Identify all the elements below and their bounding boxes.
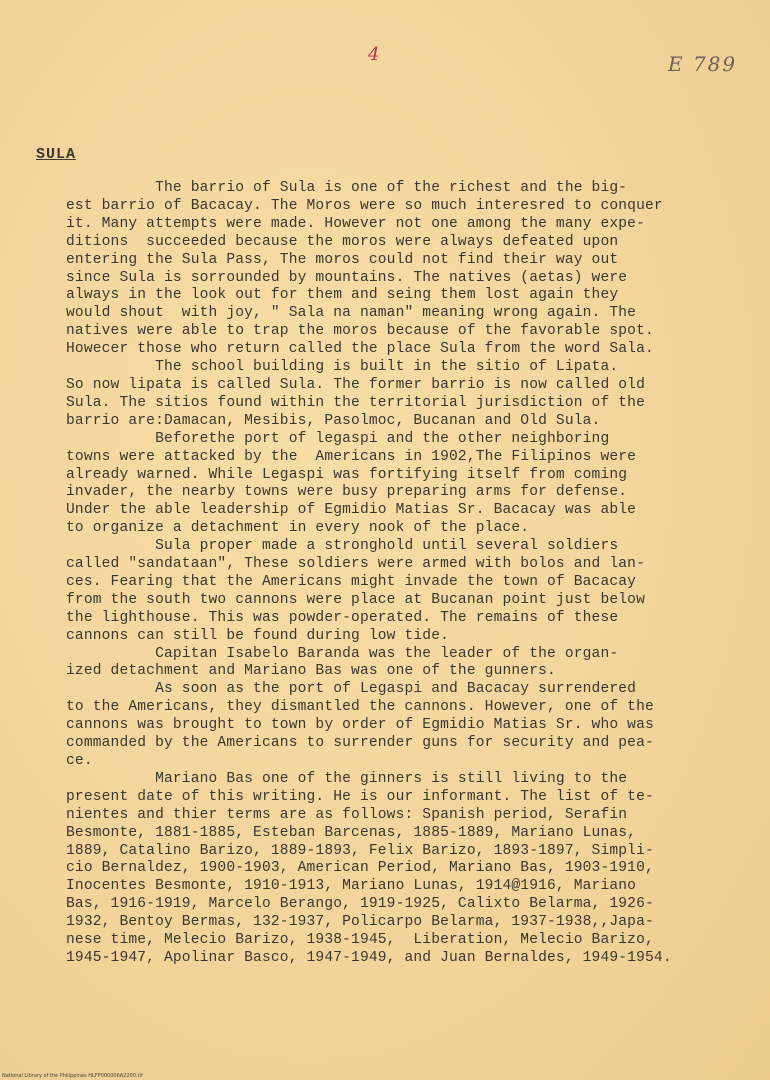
- text-line: nientes and thier terms are as follows: Spanish period, Serafin: [66, 806, 628, 823]
- page-number: 4: [368, 44, 380, 65]
- text-line: towns were attacked by the Americans in 1902,The Filipinos were: [66, 448, 637, 465]
- body-text: [66, 180, 756, 968]
- text-line: already warned. While Legaspi was fortifying itself from coming: [66, 466, 628, 483]
- text-line: to organize a detachment in every nook of the place.: [66, 520, 530, 537]
- text-line: the lighthouse. This was powder-operated. The remains of these: [66, 609, 619, 626]
- text-line: 1945-1947, Apolinar Basco, 1947-1949, and Juan Bernaldes, 1949-1954.: [66, 949, 672, 966]
- text-line: The barrio of Sula is one of the richest and the big-: [66, 180, 628, 196]
- text-line: The school building is built in the sitio of Lipata.: [66, 359, 619, 376]
- text-line: So now lipata is called Sula. The former barrio is now called old: [66, 376, 645, 393]
- text-line: Besmonte, 1881-1885, Esteban Barcenas, 1885-1889, Mariano Lunas,: [66, 824, 637, 841]
- document-title: SULA: [36, 146, 77, 163]
- text-line: cannons was brought to town by order of Egmidio Matias Sr. who was: [66, 717, 654, 734]
- text-line: Sula proper made a stronghold until several soldiers: [66, 538, 619, 555]
- text-line: Howecer those who return called the place Sula from the word Sala.: [66, 341, 654, 358]
- text-line: As soon as the port of Legaspi and Bacacay surrendered: [66, 681, 637, 698]
- text-line: ditions succeeded because the moros were always defeated upon: [66, 233, 619, 250]
- text-line: ce.: [66, 753, 93, 769]
- text-line: called "sandataan", These soldiers were armed with bolos and lan-: [66, 556, 645, 573]
- text-line: would shout with joy, " Sala na naman" meaning wrong again. The: [66, 305, 637, 322]
- text-line: invader, the nearby towns were busy preparing arms for defense.: [66, 484, 628, 501]
- text-line: Capitan Isabelo Baranda was the leader of the organ-: [66, 645, 619, 662]
- text-line: from the south two cannons were place at Bucanan point just below: [66, 591, 645, 608]
- text-line: 1932, Bentoy Bermas, 132-1937, Policarpo Belarma, 1937-1938,,Japa-: [66, 914, 654, 931]
- text-line: Under the able leadership of Egmidio Matias Sr. Bacacay was able: [66, 502, 637, 519]
- text-line: cannons can still be found during low tide.: [66, 627, 450, 644]
- footer-source: National Library of the Philippines HLFP000006A2200.tif: [2, 1073, 143, 1079]
- text-line: nese time, Melecio Barizo, 1938-1945, Liberation, Melecio Barizo,: [66, 932, 654, 949]
- text-line: Bas, 1916-1919, Marcelo Berango, 1919-1925, Calixto Belarma, 1926-: [66, 896, 654, 913]
- text-line: entering the Sula Pass, The moros could not find their way out: [66, 251, 619, 268]
- text-line: always in the look out for them and seing them lost again they: [66, 287, 619, 304]
- text-line: cio Bernaldez, 1900-1903, American Period, Mariano Bas, 1903-1910,: [66, 860, 654, 877]
- text-line: est barrio of Bacacay. The Moros were so much interesred to conquer: [66, 197, 663, 214]
- text-line: to the Americans, they dismantled the cannons. However, one of the: [66, 699, 654, 716]
- reference-number: E 789: [668, 52, 738, 76]
- text-line: commanded by the Americans to surrender guns for security and pea-: [66, 735, 654, 752]
- text-line: Sula. The sitios found within the territorial jurisdiction of the: [66, 394, 645, 411]
- text-line: since Sula is sorrounded by mountains. The natives (aetas) were: [66, 269, 628, 286]
- text-line: ces. Fearing that the Americans might invade the town of Bacacay: [66, 573, 637, 590]
- text-line: Mariano Bas one of the ginners is still living to the: [66, 770, 628, 787]
- text-line: it. Many attempts were made. However not one among the many expe-: [66, 215, 645, 232]
- text-line: barrio are:Damacan, Mesibis, Pasolmoc, Bucanan and Old Sula.: [66, 412, 601, 429]
- text-line: natives were able to trap the moros because of the favorable spot.: [66, 323, 654, 340]
- text-line: ized detachment and Mariano Bas was one of the gunners.: [66, 663, 556, 680]
- text-line: Inocentes Besmonte, 1910-1913, Mariano Lunas, 1914@1916, Mariano: [66, 878, 637, 895]
- text-line: present date of this writing. He is our informant. The list of te-: [66, 788, 654, 805]
- text-line: Beforethe port of legaspi and the other neighboring: [66, 430, 610, 447]
- text-line: 1889, Catalino Barizo, 1889-1893, Felix Barizo, 1893-1897, Simpli-: [66, 842, 654, 859]
